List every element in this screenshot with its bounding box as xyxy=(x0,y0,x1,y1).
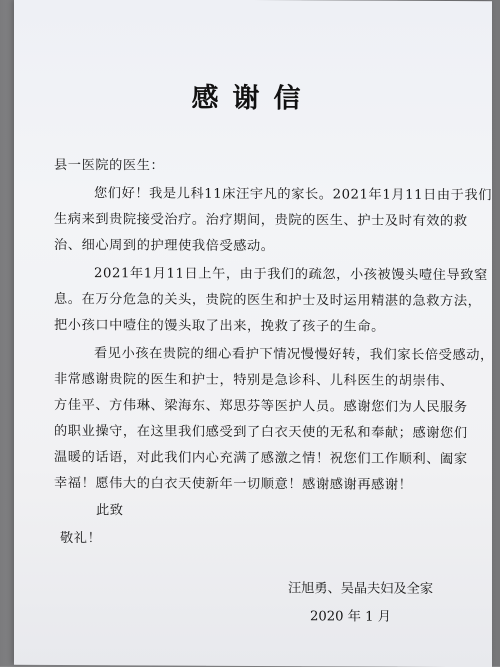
paragraph-line: 把小孩口中噎住的馒头取了出来，挽救了孩子的生命。 xyxy=(54,317,385,335)
paragraph-line: 幸福！愿伟大的白衣天使新年一切顺意！感谢感谢再感谢！ xyxy=(54,475,413,493)
signature: 汪旭勇、吴晶夫妇及全家 xyxy=(288,581,434,597)
paragraph-line: 您们好！我是儿科11床汪宇凡的家长。2021年1月11日由于我们 xyxy=(94,186,493,204)
paragraph-line: 温暖的话语，对此我们内心充满了感激之情！祝您们工作顺利、阖家 xyxy=(54,449,468,468)
paragraph-line: 方佳平、方伟琳、梁海东、郑思芬等医护人员。感谢您们为人民服务 xyxy=(54,397,468,416)
letter-title: 感谢信 xyxy=(191,82,315,115)
closing-line: 敬礼！ xyxy=(60,530,102,547)
salutation: 县一医院的医生： xyxy=(54,157,165,174)
letter-paper xyxy=(14,0,492,667)
letter-date: 2020 年 1 月 xyxy=(310,609,391,625)
paragraph-line: 治、细心周到的护理使我倍受感动。 xyxy=(54,237,275,255)
paragraph-line: 2021年1月11日上午，由于我们的疏忽，小孩被馒头噎住导致窒 xyxy=(94,266,488,284)
closing-line: 此致 xyxy=(96,503,124,519)
paragraph-line: 生病来到贵院接受治疗。治疗期间，贵院的医生、护士及时有效的救 xyxy=(54,211,468,230)
paragraph-line: 非常感谢贵院的医生和护士，特别是急诊科、儿科医生的胡崇伟、 xyxy=(54,371,454,390)
paragraph-line: 看见小孩在贵院的细心看护下情况慢慢好转，我们家长倍受感动， xyxy=(94,346,494,364)
paragraph-line: 息。在万分危急的关头，贵院的医生和护士及时运用精湛的急救方法， xyxy=(54,291,482,310)
paragraph-line: 的职业操守，在这里我们感受到了白衣天使的无私和奉献；感谢您们 xyxy=(54,423,468,442)
